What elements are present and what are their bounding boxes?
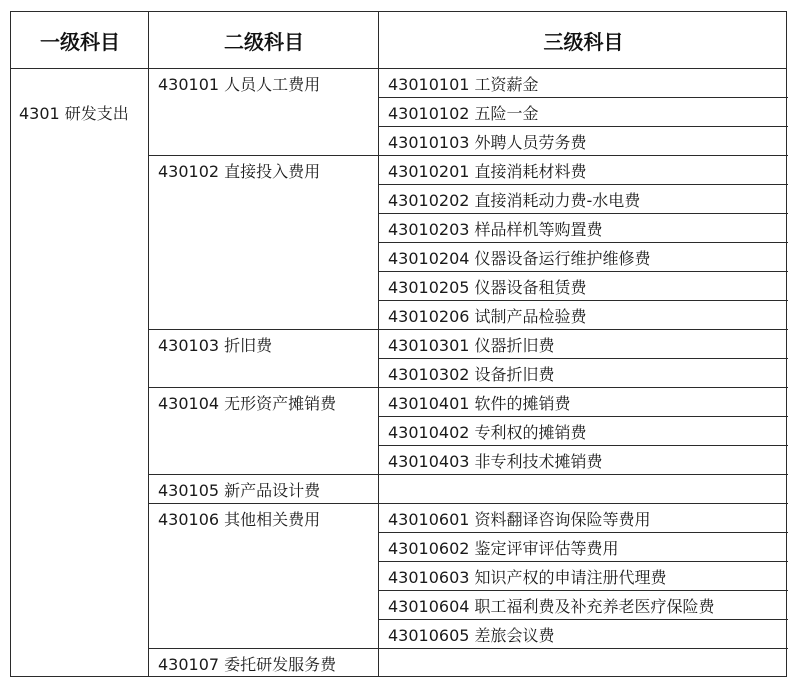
row-divider bbox=[379, 300, 788, 301]
level3-account: 43010602 鉴定评审评估等费用 bbox=[388, 539, 619, 558]
column-divider-2 bbox=[378, 12, 379, 676]
row-divider bbox=[379, 590, 788, 591]
row-divider bbox=[379, 213, 788, 214]
level3-account: 43010604 职工福利费及补充养老医疗保险费 bbox=[388, 597, 715, 616]
header-divider bbox=[11, 68, 786, 69]
header-level2: 二级科目 bbox=[224, 29, 304, 54]
level2-account: 430104 无形资产摊销费 bbox=[158, 394, 337, 413]
level3-account: 43010102 五险一金 bbox=[388, 104, 539, 123]
level3-account: 43010203 样品样机等购置费 bbox=[388, 220, 603, 239]
level3-account: 43010601 资料翻译咨询保险等费用 bbox=[388, 510, 651, 529]
level2-account: 430106 其他相关费用 bbox=[158, 510, 321, 529]
level2-account: 430102 直接投入费用 bbox=[158, 162, 321, 181]
accounts-table bbox=[10, 11, 787, 677]
row-divider bbox=[379, 445, 788, 446]
level3-account: 43010202 直接消耗动力费-水电费 bbox=[388, 191, 641, 210]
row-divider bbox=[149, 387, 788, 388]
row-divider bbox=[379, 416, 788, 417]
level3-account: 43010403 非专利技术摊销费 bbox=[388, 452, 603, 471]
level3-account: 43010402 专利权的摊销费 bbox=[388, 423, 587, 442]
level3-account: 43010204 仪器设备运行维护维修费 bbox=[388, 249, 651, 268]
row-divider bbox=[379, 126, 788, 127]
row-divider bbox=[379, 184, 788, 185]
level3-account: 43010401 软件的摊销费 bbox=[388, 394, 571, 413]
level3-account: 43010206 试制产品检验费 bbox=[388, 307, 587, 326]
row-divider bbox=[149, 155, 788, 156]
level3-account: 43010101 工资薪金 bbox=[388, 75, 539, 94]
level1-account: 4301 研发支出 bbox=[19, 104, 129, 123]
column-divider-1 bbox=[148, 12, 149, 676]
row-divider bbox=[379, 97, 788, 98]
level2-account: 430103 折旧费 bbox=[158, 336, 273, 355]
level3-account: 43010205 仪器设备租赁费 bbox=[388, 278, 587, 297]
level3-account: 43010302 设备折旧费 bbox=[388, 365, 555, 384]
row-divider bbox=[149, 474, 788, 475]
row-divider bbox=[379, 532, 788, 533]
level3-account: 43010603 知识产权的申请注册代理费 bbox=[388, 568, 667, 587]
level2-account: 430105 新产品设计费 bbox=[158, 481, 321, 500]
row-divider bbox=[379, 242, 788, 243]
level2-account: 430107 委托研发服务费 bbox=[158, 655, 337, 674]
level2-account: 430101 人员人工费用 bbox=[158, 75, 321, 94]
row-divider bbox=[149, 503, 788, 504]
level3-account: 43010301 仪器折旧费 bbox=[388, 336, 555, 355]
row-divider bbox=[379, 561, 788, 562]
level3-account: 43010103 外聘人员劳务费 bbox=[388, 133, 587, 152]
level3-account: 43010201 直接消耗材料费 bbox=[388, 162, 587, 181]
row-divider bbox=[149, 329, 788, 330]
level3-account: 43010605 差旅会议费 bbox=[388, 626, 555, 645]
row-divider bbox=[149, 648, 788, 649]
row-divider bbox=[379, 358, 788, 359]
row-divider bbox=[379, 271, 788, 272]
header-level1: 一级科目 bbox=[40, 29, 120, 54]
header-level3: 三级科目 bbox=[543, 29, 624, 54]
row-divider bbox=[379, 619, 788, 620]
